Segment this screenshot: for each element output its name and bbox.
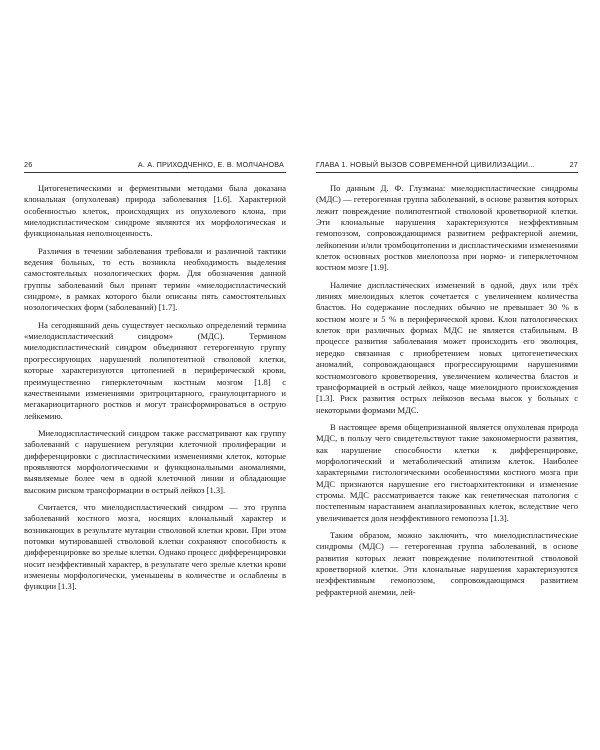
paragraph: Различия в течении заболевания требовали и различной тактики ведения больных, то есть возникла необходимость выделения самостоятельных нозологических форм. Для обозначения данной группы заболеваний был принят термин «миелодиспластический синдром», в рамках которого были описаны пять самостоятельных нозологических форм (заболеваний) [1.7]. bbox=[24, 245, 286, 313]
paragraph: В настоящее время общепризнанной является опухолевая природа МДС, в пользу чего свидетельствуют такие закономерности развития, как нарушение способности клетки к дифференцировке, морфологический и метаболический атипизм клеток. Наиболее характерными гистологическими особенностями костного мозга при МДС признаются нарушение его гистоархитектоники и изменение стромы. МДС рассматривается также как генетическая патология с постепенным нарастанием анаплазированных клеток, вследствие чего увеличивается доля неэффективного гемопоэза [1.3]. bbox=[316, 421, 578, 523]
right-running-title: ГЛАВА 1. НОВЫЙ ВЫЗОВ СОВРЕМЕННОЙ ЦИВИЛИЗАЦИИ... bbox=[316, 160, 535, 169]
right-page-body bbox=[316, 183, 578, 598]
paragraph: Миелодиспластический синдром также рассматривают как группу заболеваний с нарушением регуляции клеточной пролиферации и дифференцировки с диспластическими изменениями клеток, которые проявляются морфологическими и функциональными аномалиями, выявляемые более чем в одной клеточной линии и обладающие высоким риском трансформации в острый лейкоз [1.3]. bbox=[24, 427, 286, 495]
left-running-head bbox=[24, 160, 286, 173]
right-page bbox=[316, 160, 578, 604]
paragraph: На сегодняшний день существует несколько определений термина «миелодиспластический синдром» (МДС). Термином миелодиспластический синдром объединяют гетерогенную группу прогрессирующих нарушений полипотентной стволовой клетки, которые характеризуются цитопенией в периферической крови, преимущественно гиперклеточным костным мозгом [1.8] с качественными изменениями эритроцитарного, гранулоцитарного и мегакариоцитарного ростков и могут трансформироваться в острую лейкемию. bbox=[24, 319, 286, 421]
paragraph: Цитогенетическими и ферментными методами была доказана клональная (опухолевая) природа заболевания [1.6]. Характерной особенностью клеток, происходящих из опухолевого клона, при миелодиспластическом синдроме являются их морфологическая и функциональная неполноценность. bbox=[24, 183, 286, 239]
left-running-title: А. А. ПРИХОДЧЕНКО, Е. В. МОЛЧАНОВА bbox=[137, 160, 284, 169]
left-page-number: 26 bbox=[24, 160, 33, 169]
paragraph: Считается, что миелодиспластический синдром — это группа заболеваний костного мозга, носящих клональный характер и возникающих в результате мутации стволовой клетки крови. При этом потомки мутировавшей стволовой клетки сохраняют способность к дифференцировке во зрелые клетки. Однако процесс дифференцировки носит неэффективный характер, в результате чего зрелые клетки крови изменены морфологически, уменьшены в количестве и ослаблены в функции [1.3]. bbox=[24, 501, 286, 592]
left-page-body bbox=[24, 183, 286, 593]
right-running-head bbox=[316, 160, 578, 173]
paragraph: Наличие диспластических изменений в одной, двух или трёх линиях миелоидных клеток сочетается с увеличением количества бластов. Но содержание последних обычно не превышает 30 % в костном мозге и 5 % в периферической крови. Клон патологических клеток при различных формах МДС не является стабильным. В процессе развития заболевания может происходить его эволюция, нередко связанная с приобретением новых цитогенетических аномалий, сопровождающаяся прогрессирующими нарушениями костномозгового кроветворения, увеличением количества бластов и трансформацией в острый лейкоз, чаще миелоидного происхождения [1.3]. Риск развития острых лейкозов весьма высок у больных с некоторыми формами МДС. bbox=[316, 279, 578, 415]
paragraph: По данным Д. Ф. Глузмана: миелодиспластические синдромы (МДС) — гетерогенная группа заболеваний, в основе развития которых лежит повреждение полипотентной стволовой кроветворной клетки. Эти клональные нарушения характеризуются неэффективным гемопоэзом, сопровождающимся развитием рефрактерной анемии, лейкопении и/или тромбоцитопении и диспластическими изменениями клеток основных ростков миелопоэза при нормо- и гиперклеточном костном мозге [1.9]. bbox=[316, 183, 578, 273]
left-page bbox=[24, 160, 286, 599]
paragraph: Таким образом, можно заключить, что миелодиспластические синдромы (МДС) — гетерогенная группа заболеваний, в основе развития которых лежит повреждение полипотентной стволовой кроветворной клетки. Эти клональные нарушения характеризуются неэффективным гемопоэзом, сопровождающимся развитием рефрактерной анемии, лей- bbox=[316, 529, 578, 597]
right-page-number: 27 bbox=[569, 160, 578, 169]
